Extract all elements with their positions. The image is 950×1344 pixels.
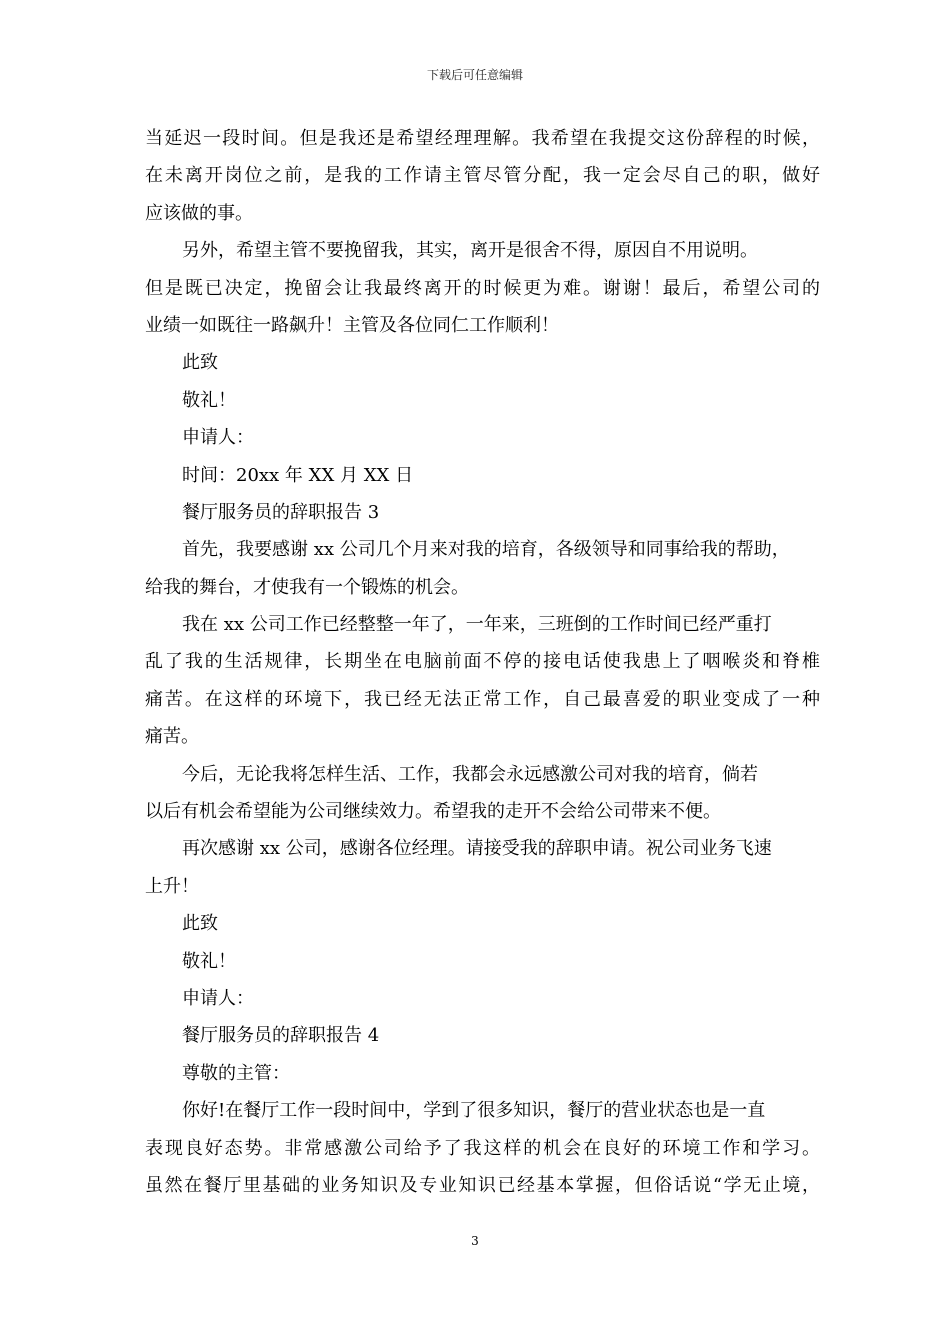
text-line: 给我的舞台，才使我有一个锻炼的机会。 [145,576,469,598]
text-line: 敬礼！ [182,950,236,972]
text-line: 另外，希望主管不要挽留我，其实，离开是很舍不得，原因自不用说明。 [182,240,758,262]
text-line: 餐厅服务员的辞职报告 4 [182,1025,380,1047]
text-line: 申请人： [182,427,254,449]
page-header-note: 下载后可任意编辑 [426,68,523,82]
text-line: 但是既已决定，挽留会让我最终离开的时候更为难。谢谢！最后，希望公司的 [145,277,820,299]
text-line: 今后，无论我将怎样生活、工作，我都会永远感激公司对我的培育，倘若 [182,763,758,785]
text-line: 我在 xx 公司工作已经整整一年了，一年来，三班倒的工作时间已经严重打 [182,614,772,636]
text-line: 以后有机会希望能为公司继续效力。希望我的走开不会给公司带来不便。 [145,801,721,823]
text-line: 虽然在餐厅里基础的业务知识及专业知识已经基本掌握，但俗话说“学无止境， [145,1174,820,1196]
text-line: 时间：20xx 年 XX 月 XX 日 [182,464,414,486]
text-line: 乱了我的生活规律，长期坐在电脑前面不停的接电话使我患上了咽喉炎和脊椎 [145,651,820,673]
text-line: 此致 [182,352,218,374]
text-line: 在未离开岗位之前，是我的工作请主管尽管分配，我一定会尽自己的职，做好 [145,165,820,187]
document-body [145,120,820,1204]
text-line: 业绩一如既往一路飙升！主管及各位同仁工作顺利！ [145,314,559,336]
text-line: 痛苦。在这样的环境下，我已经无法正常工作，自己最喜爱的职业变成了一种 [145,688,820,710]
text-line: 此致 [182,913,218,935]
text-line: 申请人： [182,987,254,1009]
text-line: 表现良好态势。非常感激公司给予了我这样的机会在良好的环境工作和学习。 [145,1137,820,1159]
text-line: 痛苦。 [145,726,199,748]
text-line: 当延迟一段时间。但是我还是希望经理理解。我希望在我提交这份辞程的时候， [145,128,820,149]
text-line: 尊敬的主管： [182,1062,290,1084]
page-number: 3 [471,1234,479,1248]
text-line: 再次感谢 xx 公司，感谢各位经理。请接受我的辞职申请。祝公司业务飞速 [182,838,772,860]
text-line: 上升！ [145,875,199,897]
text-line: 首先，我要感谢 xx 公司几个月来对我的培育，各级领导和同事给我的帮助， [182,539,790,561]
text-line: 餐厅服务员的辞职报告 3 [182,501,380,523]
text-line: 敬礼！ [182,389,236,411]
text-line: 应该做的事。 [145,202,253,224]
text-line: 你好!在餐厅工作一段时间中，学到了很多知识，餐厅的营业状态也是一直 [182,1100,766,1122]
